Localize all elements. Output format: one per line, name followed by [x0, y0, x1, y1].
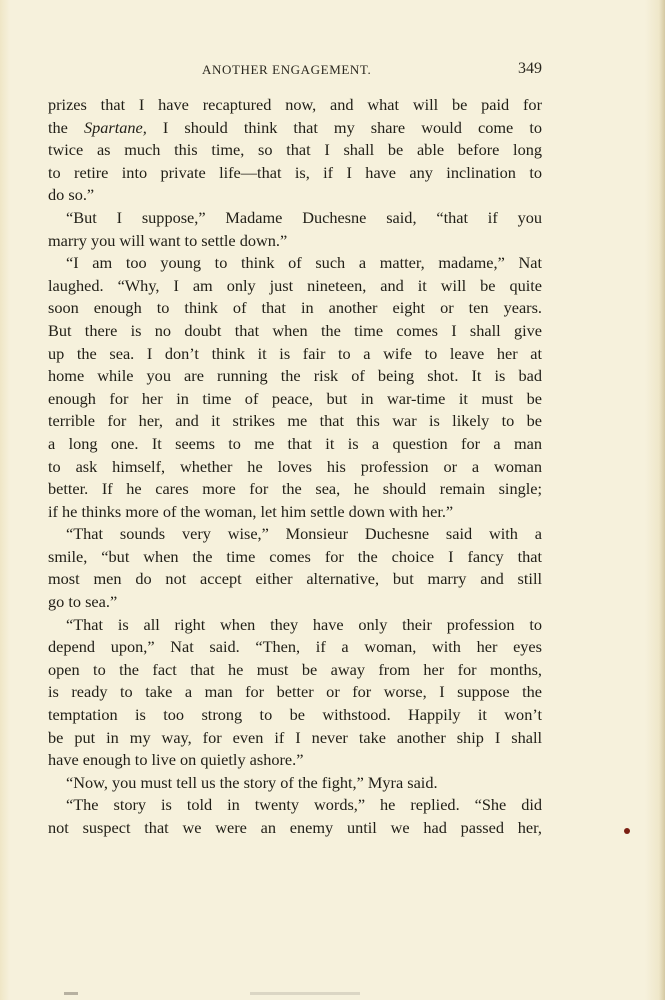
text-line: home while you are running the risk of being shot. It is bad	[48, 366, 542, 386]
text-line: twice as much this time, so that I shall be able before long	[48, 140, 542, 160]
ship-name-italic: Spartane,	[83, 117, 147, 137]
text-line: “I am too young to think of such a matter, madame,” Nat	[66, 253, 542, 273]
scan-speck	[64, 992, 78, 995]
text-line: a long one. It seems to me that it is a question for a man	[48, 433, 542, 453]
text-line: terrible for her, and it strikes me that this war is likely to be	[48, 411, 542, 431]
text-line: “That is all right when they have only their profession to	[66, 614, 542, 634]
text-line: soon enough to think of that in another eight or ten years.	[48, 298, 542, 318]
text-line: be put in my way, for even if I never take another ship I shall	[48, 727, 542, 747]
text-line: not suspect that we were an enemy until we had passed her,	[48, 818, 542, 837]
ink-mark	[624, 828, 630, 834]
text-line: up the sea. I don’t think it is fair to a wife to leave her at	[48, 343, 542, 363]
text-line: marry you will want to settle down.”	[48, 230, 288, 250]
text-line: laughed. “Why, I am only just nineteen, and it will be quite	[48, 275, 542, 295]
text-line: prizes that I have recaptured now, and what will be paid for	[48, 95, 542, 114]
text-line: “Now, you must tell us the story of the fight,” Myra said.	[66, 772, 438, 792]
text-line: open to the fact that he must be away from her for months,	[48, 659, 542, 679]
text-line: most men do not accept either alternative, but marry and still	[48, 569, 542, 589]
text-line: depend upon,” Nat said. “Then, if a woman, with her eyes	[48, 637, 542, 657]
text-line: do so.”	[48, 185, 95, 205]
text-line: is ready to take a man for better or for worse, I suppose the	[48, 682, 542, 702]
text-line: go to sea.”	[48, 592, 118, 612]
scan-speck	[250, 992, 360, 995]
text-line: to ask himself, whether he loves his profession or a woman	[48, 456, 542, 476]
text-line: But there is no doubt that when the time comes I shall give	[48, 320, 542, 340]
running-head: ANOTHER ENGAGEMENT.	[202, 62, 372, 77]
body-text	[48, 94, 542, 840]
text-line: enough for her in time of peace, but in war-time it must be	[48, 388, 542, 408]
text-line: to retire into private life—that is, if I have any inclination to	[48, 162, 542, 182]
text-line: better. If he cares more for the sea, he should remain single;	[48, 479, 542, 499]
text-line: have enough to live on quietly ashore.”	[48, 750, 304, 770]
text-line: smile, “but when the time comes for the choice I fancy that	[48, 546, 542, 566]
text-segment: I should think that my share would come to	[146, 117, 542, 137]
text-line	[48, 117, 542, 140]
page-number: 349	[518, 60, 542, 77]
text-line: if he thinks more of the woman, let him settle down with her.”	[48, 501, 454, 521]
text-line: “The story is told in twenty words,” he replied. “She did	[66, 795, 542, 815]
text-line: “That sounds very wise,” Monsieur Duchesne said with a	[66, 524, 542, 544]
text-line: temptation is too strong to be withstood. Happily it won’t	[48, 705, 542, 725]
page-header	[48, 60, 542, 82]
text-segment: the	[48, 117, 84, 137]
page-edge-shadow	[659, 0, 665, 1000]
text-line: “But I suppose,” Madame Duchesne said, “that if you	[66, 207, 542, 227]
